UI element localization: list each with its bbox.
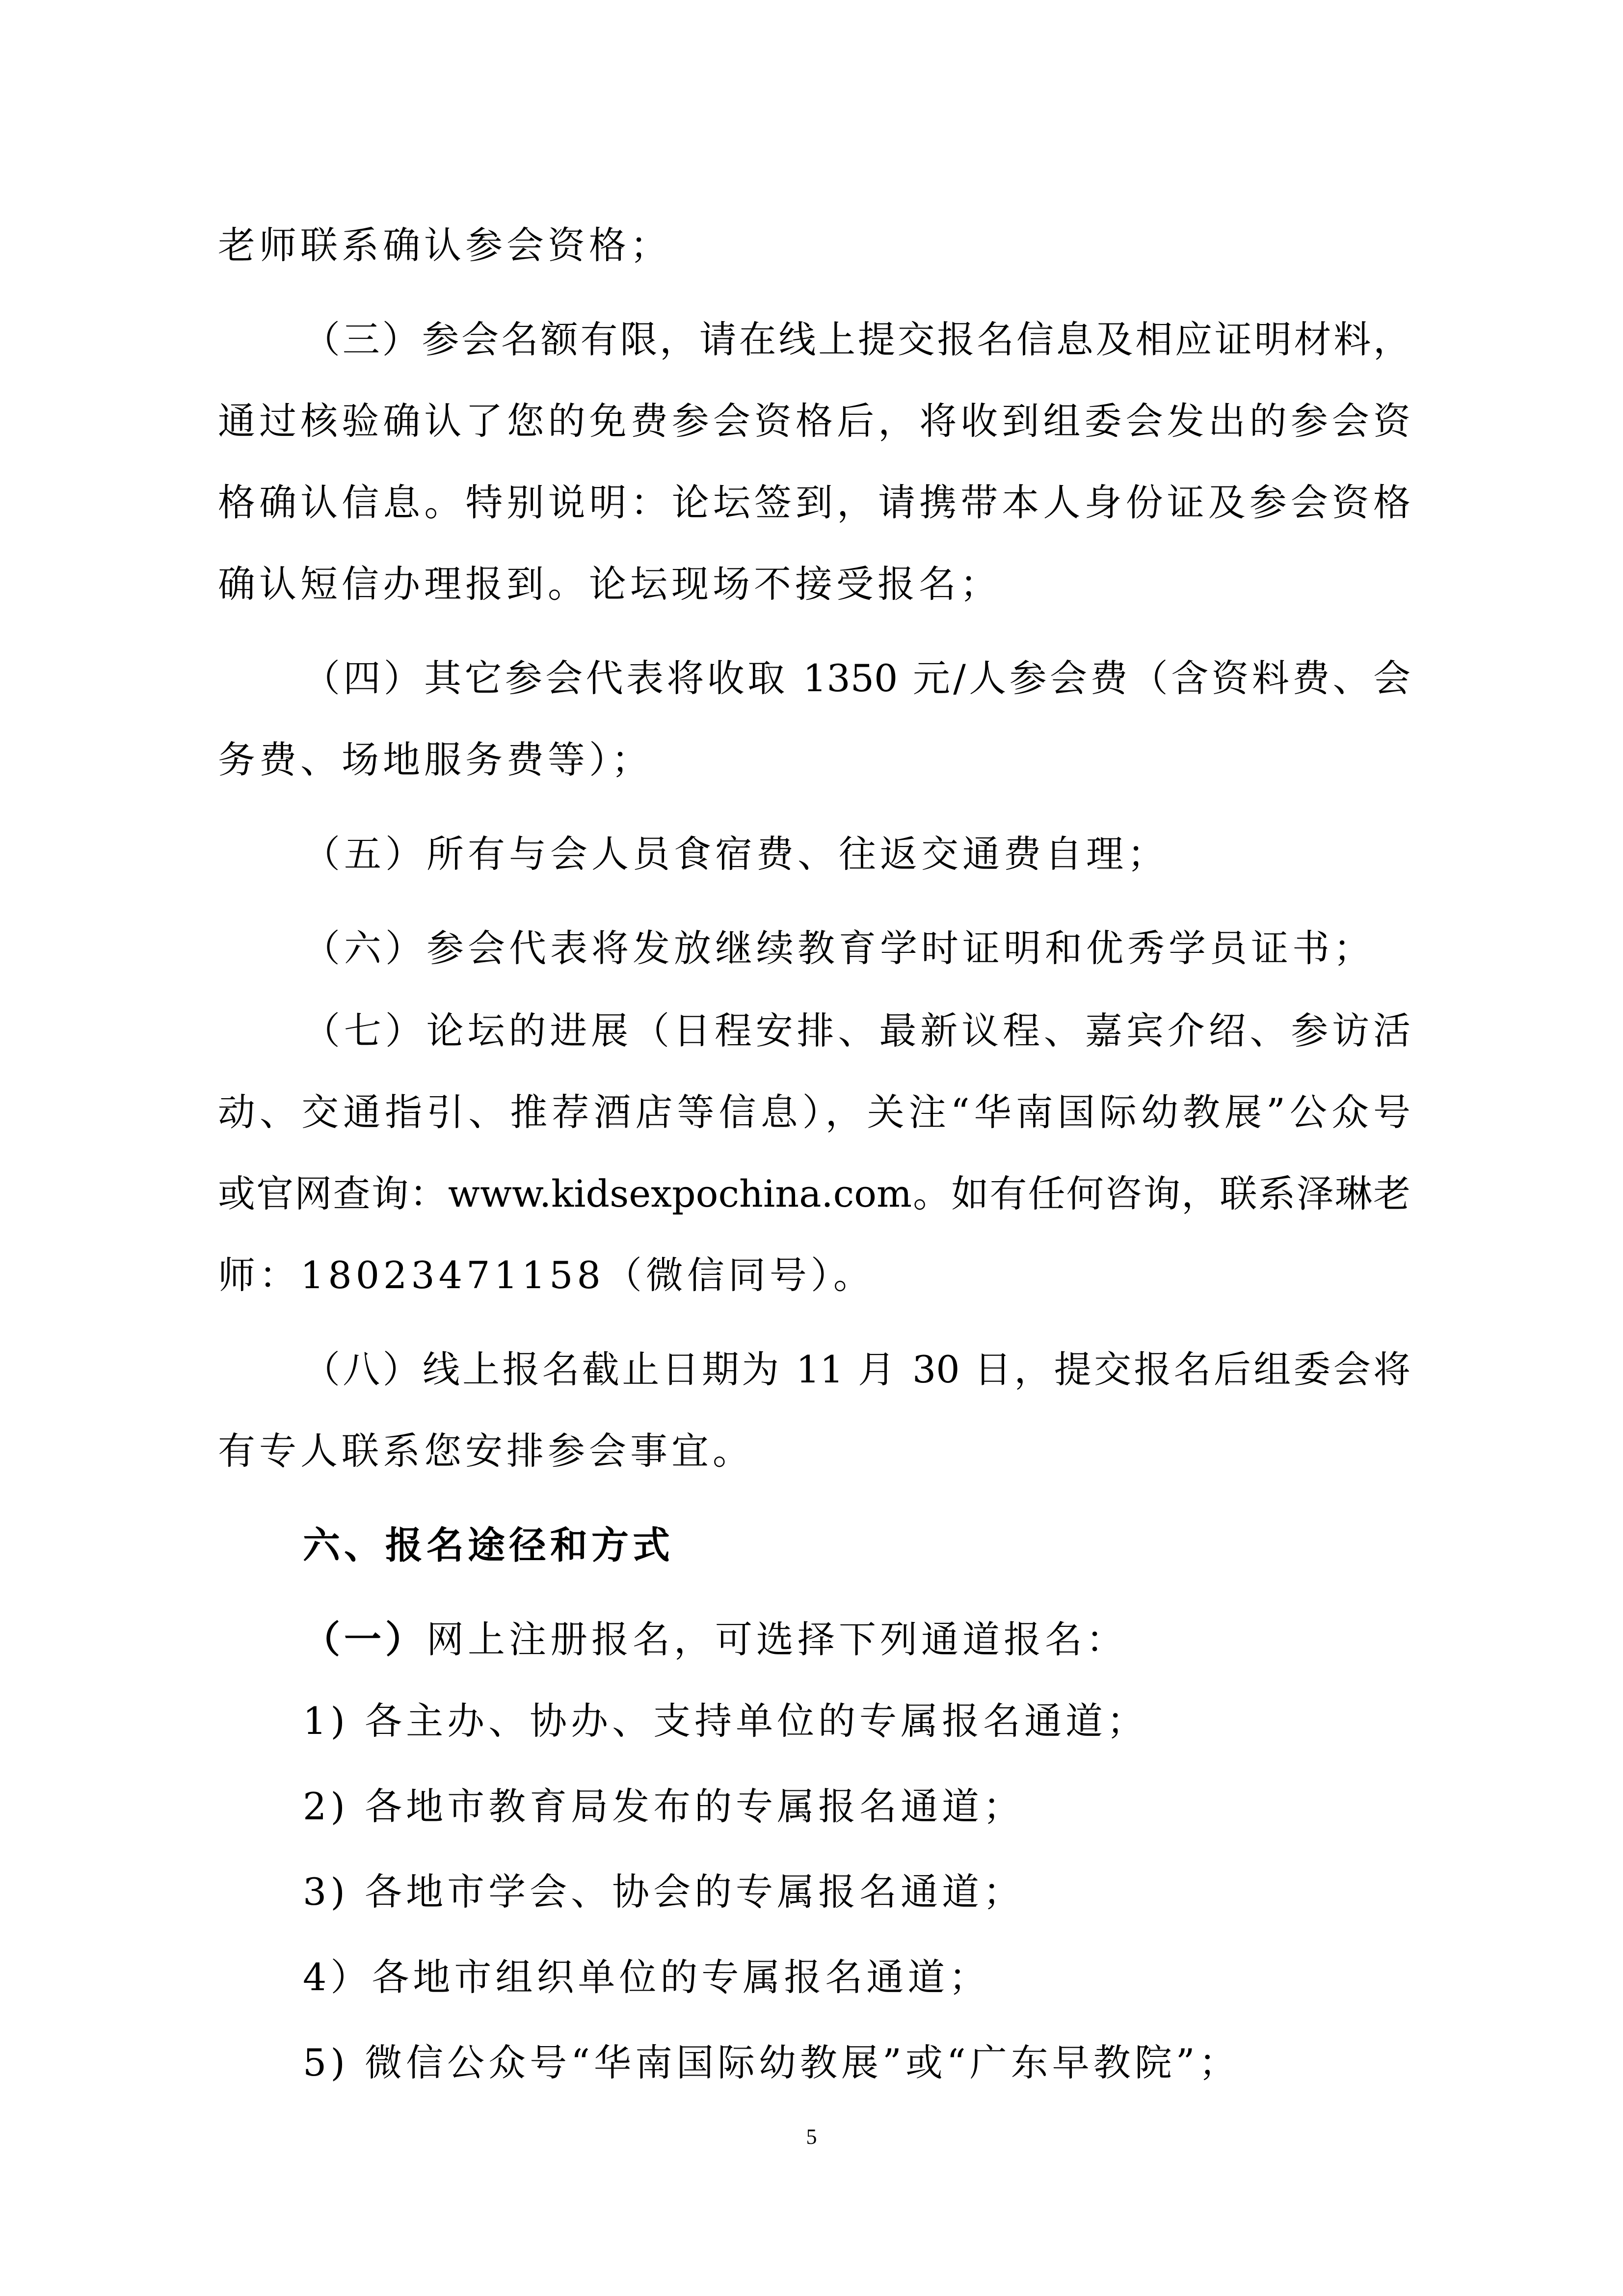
paragraph-line: 动、交通指引、推荐酒店等信息），关注“华南国际幼教展”公众号 bbox=[218, 1090, 1410, 1134]
paragraph-line: 务费、场地服务费等）； bbox=[218, 738, 653, 782]
paragraph-line: 或官网查询：www.kidsexpochina.com。如有任何咨询，联系泽琳老 bbox=[218, 1172, 1410, 1216]
channel-item: 5) 微信公众号“华南国际幼教展”或“广东早教院”； bbox=[303, 2041, 1240, 2084]
paragraph-line: （七）论坛的进展（日程安排、最新议程、嘉宾介绍、参访活 bbox=[303, 1009, 1410, 1053]
subsection-line bbox=[303, 1616, 1127, 1663]
paragraph-line: 师：18023471158（微信同号）。 bbox=[218, 1253, 875, 1297]
paragraph-line: 格确认信息。特别说明：论坛签到，请携带本人身份证及参会资格 bbox=[218, 481, 1410, 524]
subsection-text: 网上注册报名，可选择下列通道报名： bbox=[426, 1618, 1127, 1661]
channel-item: 1) 各主办、协办、支持单位的专属报名通道； bbox=[303, 1699, 1148, 1743]
section-heading: 六、报名途径和方式 bbox=[303, 1523, 674, 1567]
paragraph-line: （八）线上报名截止日期为 11 月 30 日，提交报名后组委会将 bbox=[303, 1348, 1410, 1391]
subsection-heading: （一） bbox=[303, 1618, 426, 1661]
paragraph-line: （六）参会代表将发放继续教育学时证明和优秀学员证书； bbox=[303, 926, 1375, 970]
paragraph-line: （三）参会名额有限，请在线上提交报名信息及相应证明材料， bbox=[303, 318, 1410, 361]
paragraph-line: （五）所有与会人员食宿费、往返交通费自理； bbox=[303, 832, 1169, 876]
page-number: 5 bbox=[806, 2125, 817, 2149]
channel-item: 3) 各地市学会、协会的专属报名通道； bbox=[303, 1870, 1025, 1914]
channel-item: 2) 各地市教育局发布的专属报名通道； bbox=[303, 1784, 1025, 1828]
paragraph-line: 通过核验确认了您的免费参会资格后，将收到组委会发出的参会资 bbox=[218, 399, 1410, 443]
paragraph-line: （四）其它参会代表将收取 1350 元/人参会费（含资料费、会 bbox=[303, 656, 1410, 700]
channel-item: 4）各地市组织单位的专属报名通道； bbox=[303, 1955, 990, 1999]
paragraph-line: 确认短信办理报到。论坛现场不接受报名； bbox=[218, 562, 1001, 606]
paragraph-line: 有专人联系您安排参会事宜。 bbox=[218, 1429, 754, 1473]
paragraph-line: 老师联系确认参会资格； bbox=[218, 223, 671, 267]
